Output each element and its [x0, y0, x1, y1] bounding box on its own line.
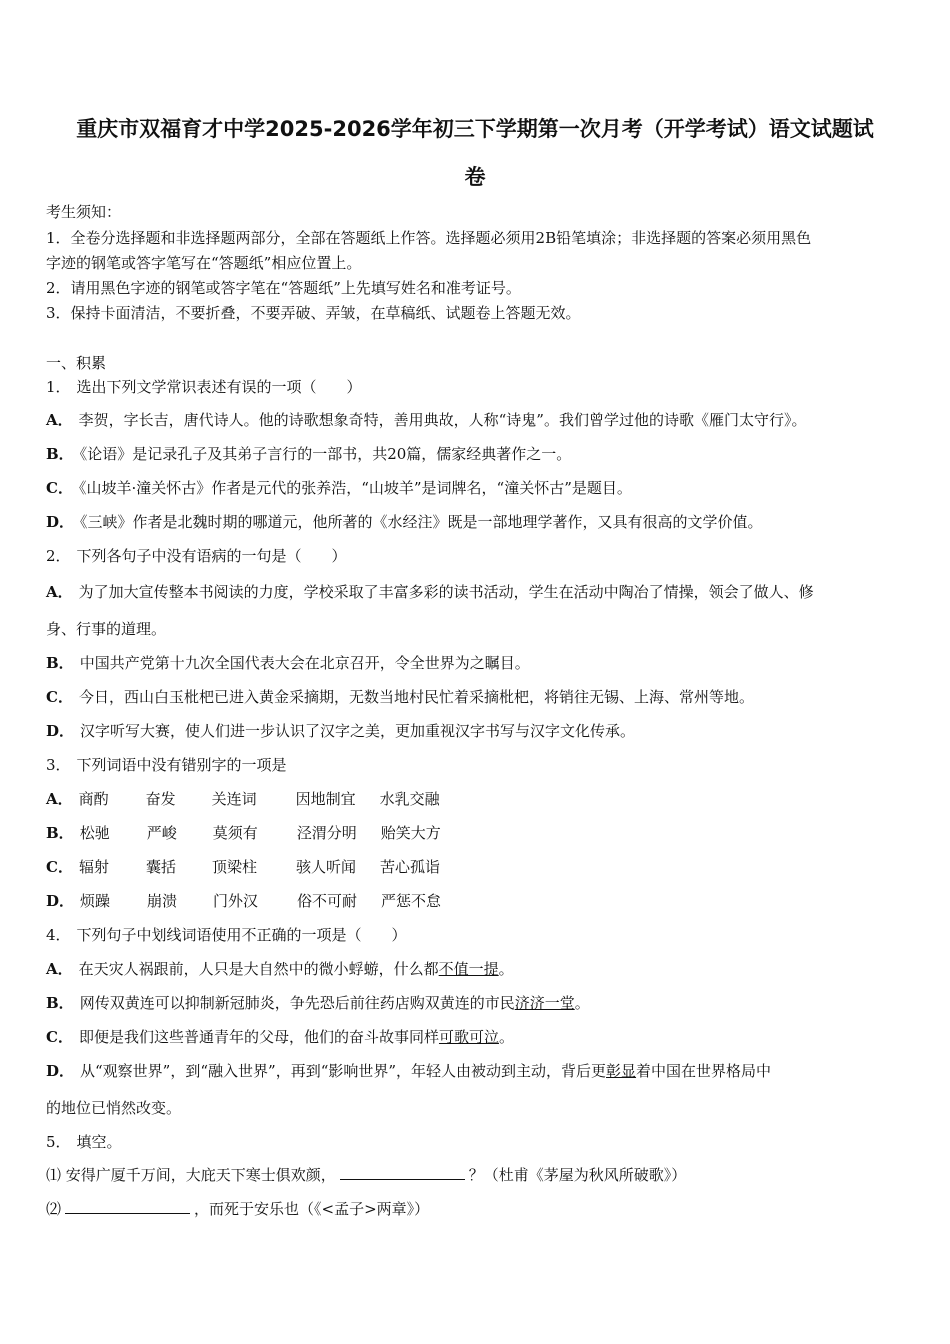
option-label: D． — [46, 892, 75, 910]
fill-text: ，而死于安乐也（《<孟子>两章》） — [194, 1200, 430, 1218]
option-text: 李贺，字长吉，唐代诗人。他的诗歌想象奇特，善用典故，人称“诗鬼”。我们曾学过他的诗歌《雁门太守行》。 — [78, 411, 807, 429]
option-text: 从“观察世界”，到“融入世界”，再到“影响世界”，年轻人由被动到主动，背后更 — [80, 1062, 607, 1080]
answer-blank[interactable] — [340, 1165, 465, 1180]
word: 门外汉 — [213, 892, 259, 910]
option-text: 网传双黄连可以抑制新冠肺炎，争先恐后前往药店购双黄连的市民 — [79, 994, 515, 1012]
question-1-stem — [46, 376, 906, 397]
word: 辐射 — [78, 858, 109, 876]
option-label: C． — [46, 688, 73, 706]
option-text: 《山坡羊·潼关怀古》作者是元代的张养浩，“山坡羊”是词牌名，“潼关怀古”是题目。 — [78, 479, 632, 497]
q1-option-d — [46, 511, 906, 532]
word: 烦躁 — [80, 892, 111, 910]
option-label: C． — [46, 479, 73, 497]
word: 苦心孤诣 — [379, 858, 440, 876]
notice-item: 1．全卷分选择题和非选择题两部分，全部在答题纸上作答。选择题必须用2B铅笔填涂；非选择题的答案必须用黑色 — [46, 229, 812, 247]
option-text: 汉字听写大赛，使人们进一步认识了汉字之美，更加重视汉字书写与汉字文化传承。 — [80, 722, 636, 740]
q2-option-a-continued: 身、行事的道理。 — [46, 620, 167, 638]
q4-option-b — [46, 992, 906, 1013]
q1-option-b — [46, 443, 906, 464]
option-text: 《论语》是记录孔子及其弟子言行的一部书，共20篇，儒家经典著作之一。 — [79, 445, 572, 463]
question-3-stem — [46, 754, 906, 775]
fill-text: ⑵ — [46, 1200, 62, 1218]
question-number: 1． — [46, 378, 71, 396]
question-number: 3． — [46, 756, 71, 774]
question-text: 下列各句子中没有语病的一句是（ ） — [76, 547, 347, 565]
option-text: 今日，西山白玉枇杷已进入黄金采摘期，无数当地村民忙着采摘枇杷，将销往无锡、上海、常州等地。 — [78, 688, 754, 706]
notice-item: 3．保持卡面清洁，不要折叠，不要弄破、弄皱，在草稿纸、试题卷上答题无效。 — [46, 304, 581, 322]
word: 因地制宜 — [295, 790, 356, 808]
word: 水乳交融 — [379, 790, 440, 808]
exam-title-line1: 重庆市双福育才中学2025-2026学年初三下学期第一次月考（开学考试）语文试题试 — [76, 117, 874, 141]
word: 骇人听闻 — [295, 858, 356, 876]
underlined-phrase: 彰显 — [606, 1062, 637, 1080]
option-label: C． — [46, 1028, 73, 1046]
option-label: A． — [46, 583, 73, 601]
option-label: B． — [46, 994, 74, 1012]
q5-item-2 — [46, 1198, 906, 1219]
option-text: 中国共产党第十九次全国代表大会在北京召开，令全世界为之瞩目。 — [79, 654, 530, 672]
q3-option-a — [46, 788, 906, 809]
option-label: D． — [46, 1062, 75, 1080]
underlined-phrase: 济济一堂 — [514, 994, 575, 1012]
underlined-phrase: 可歌可泣 — [438, 1028, 499, 1046]
option-label: C． — [46, 858, 73, 876]
word: 崩溃 — [147, 892, 178, 910]
q4-option-a — [46, 958, 906, 979]
question-number: 5． — [46, 1133, 71, 1151]
word: 贻笑大方 — [380, 824, 441, 842]
question-number: 2． — [46, 547, 71, 565]
option-label: A． — [46, 790, 73, 808]
exam-title-line2: 卷 — [464, 165, 486, 189]
option-label: A． — [46, 411, 73, 429]
option-text: 。 — [498, 960, 514, 978]
q2-option-a — [46, 581, 906, 602]
q2-option-d — [46, 720, 906, 741]
option-label: D． — [46, 513, 75, 531]
question-number: 4． — [46, 926, 71, 944]
word: 囊括 — [145, 858, 176, 876]
option-text: 着中国在世界格局中 — [636, 1062, 772, 1080]
word: 顶梁柱 — [211, 858, 257, 876]
q4-option-c — [46, 1026, 906, 1047]
option-text: 。 — [498, 1028, 514, 1046]
notice-heading: 考生须知： — [46, 203, 122, 221]
underlined-phrase: 不值一提 — [438, 960, 499, 978]
word: 奋发 — [145, 790, 176, 808]
option-text: 在天灾人祸跟前，人只是大自然中的微小蜉蝣，什么都 — [78, 960, 439, 978]
fill-text: ？（杜甫《茅屋为秋风所破歌》） — [468, 1166, 687, 1184]
option-label: A． — [46, 960, 73, 978]
q4-option-d — [46, 1060, 906, 1081]
option-label: D． — [46, 722, 75, 740]
section-heading: 一、积累 — [46, 354, 107, 372]
answer-blank[interactable] — [65, 1199, 190, 1214]
option-text: 。 — [574, 994, 590, 1012]
option-label: B． — [46, 654, 74, 672]
word: 严惩不怠 — [381, 892, 442, 910]
notice-item: 字迹的钢笔或答字笔写在“答题纸”相应位置上。 — [46, 254, 362, 272]
word: 松驰 — [79, 824, 110, 842]
question-text: 选出下列文学常识表述有误的一项（ ） — [76, 378, 362, 396]
q3-option-c — [46, 856, 906, 877]
word: 俗不可耐 — [297, 892, 358, 910]
option-text: 为了加大宣传整本书阅读的力度，学校采取了丰富多彩的读书活动，学生在活动中陶冶了情操，领会了做人、修 — [78, 583, 814, 601]
question-4-stem — [46, 924, 906, 945]
notice-item: 2．请用黑色字迹的钢笔或答字笔在“答题纸”上先填写姓名和准考证号。 — [46, 279, 521, 297]
q3-option-b — [46, 822, 906, 843]
question-text: 下列句子中划线词语使用不正确的一项是（ ） — [76, 926, 407, 944]
q2-option-c — [46, 686, 906, 707]
q4-option-d-continued: 的地位已悄然改变。 — [46, 1099, 182, 1117]
option-text: 《三峡》作者是北魏时期的哪道元，他所著的《水经注》既是一部地理学著作，又具有很高的文学价值。 — [80, 513, 763, 531]
q3-option-d — [46, 890, 906, 911]
option-label: B． — [46, 445, 74, 463]
question-2-stem — [46, 545, 906, 566]
word: 泾渭分明 — [296, 824, 357, 842]
word: 严峻 — [146, 824, 177, 842]
q1-option-c — [46, 477, 906, 498]
word: 关连词 — [211, 790, 257, 808]
option-label: B． — [46, 824, 74, 842]
q2-option-b — [46, 652, 906, 673]
q5-item-1 — [46, 1164, 906, 1185]
question-text: 填空。 — [76, 1133, 122, 1151]
q1-option-a — [46, 409, 906, 430]
word: 商酌 — [78, 790, 109, 808]
option-text: 即便是我们这些普通青年的父母，他们的奋斗故事同样 — [78, 1028, 439, 1046]
fill-text: ⑴ 安得广厦千万间，大庇天下寒士俱欢颜， — [46, 1166, 336, 1184]
question-text: 下列词语中没有错别字的一项是 — [76, 756, 287, 774]
word: 莫须有 — [212, 824, 258, 842]
question-5-stem — [46, 1131, 906, 1152]
